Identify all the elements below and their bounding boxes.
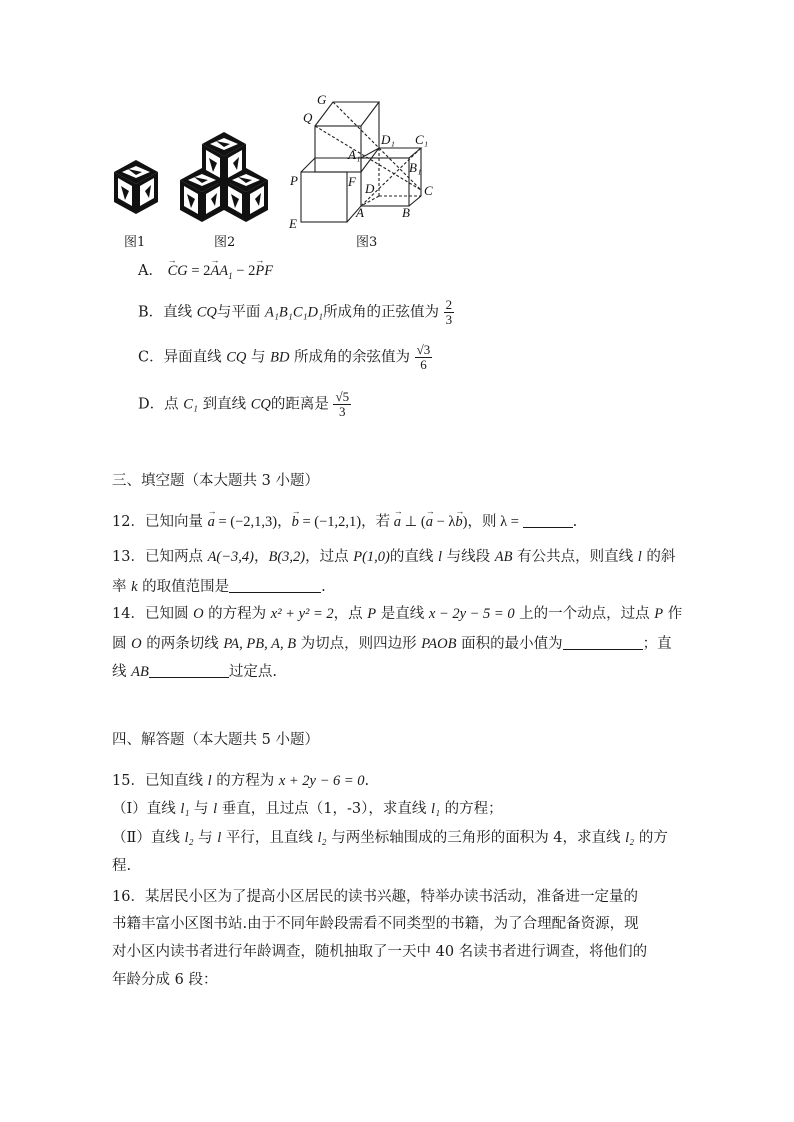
option-d-den: 3	[339, 404, 346, 419]
q14-l1c: ，点	[333, 606, 368, 622]
q12-minus: − λ	[432, 514, 456, 530]
label-G: G	[317, 92, 327, 107]
q12-prefix: 12．已知向量	[112, 514, 208, 530]
q13-l1c: 的直线	[389, 549, 438, 565]
option-b-fraction	[444, 298, 455, 327]
q15-l1-2: l₁	[431, 801, 441, 817]
q13-point-p: P(1,0)	[353, 549, 390, 565]
label-A1: A₁	[348, 147, 361, 162]
q12-end: .	[572, 514, 578, 530]
q13-end: .	[321, 579, 326, 595]
q14-circle-o-2: O	[131, 636, 142, 652]
q14-l1a: 14．已知圆	[112, 606, 194, 622]
q12-b-value: = (−1,2,1)，若	[298, 514, 394, 530]
option-d	[138, 390, 351, 419]
question-15-part-2-cont: 程.	[112, 858, 132, 874]
figure-2-cubes	[178, 130, 270, 224]
q12-answer-blank[interactable]	[523, 513, 573, 528]
q12-a-value: = (−2,1,3)，	[214, 514, 292, 530]
q13-point-b: B(3,2)	[268, 549, 306, 565]
label-F: F	[348, 174, 356, 189]
q12-vector-a-3: → a	[426, 512, 433, 532]
q14-point-p: P	[367, 606, 377, 622]
q14-answer-blank-1[interactable]	[563, 635, 643, 650]
q15-l2: l₂	[184, 830, 194, 846]
figure-3-wireframe	[285, 92, 445, 230]
q13-l2a: 率	[112, 579, 132, 595]
q15-l1b: 的方程为	[211, 773, 279, 789]
label-Q: Q	[303, 110, 313, 125]
q12-vector-a: → a	[208, 512, 215, 532]
option-c-num: √3	[416, 342, 431, 357]
q15-l1c: .	[364, 773, 370, 789]
label-B: B	[402, 205, 410, 220]
figure-3-caption: 图3	[356, 235, 378, 250]
option-b-plane: A₁B₁C₁D₁	[265, 304, 324, 321]
option-a-minus: − 2	[232, 263, 256, 279]
vector-aa1-sub: 1	[228, 270, 233, 281]
q13-line-l: l	[438, 549, 443, 565]
q14-circle-eq: x² + y² = 2	[270, 606, 334, 622]
q14-answer-blank-2[interactable]	[149, 663, 229, 678]
question-16-line-1: 16．某居民小区为了提高小区居民的读书兴趣，特举办读书活动，准备进一定量的	[112, 889, 638, 905]
option-c-bd: BD	[270, 349, 290, 366]
option-d-mid: 到直线	[197, 396, 251, 413]
q15-p2a: （Ⅱ）直线	[112, 830, 185, 846]
q15-line-eq: x + 2y − 6 = 0	[278, 773, 365, 789]
q14-l1e: 上的一个动点，过点	[514, 606, 655, 622]
label-D: D	[365, 181, 375, 196]
question-15-part-1	[112, 799, 503, 819]
question-13-line-1	[112, 547, 675, 567]
q14-l1d: 是直线	[376, 606, 429, 622]
option-a-label: A．	[138, 263, 163, 279]
label-C1: C₁	[415, 132, 429, 147]
option-c-tail: 所成角的余弦值为	[289, 349, 415, 366]
option-c-label: C．异面直线	[138, 349, 227, 366]
option-d-tail: 的距离是	[270, 396, 334, 413]
q13-sep: ，	[254, 549, 269, 565]
option-b-num: 2	[445, 297, 453, 312]
q12-condition: ⊥ (	[400, 514, 426, 530]
question-16-line-2: 书籍丰富小区图书站.由于不同年龄段需看不同类型的书籍，为了合理配备资源，现	[112, 916, 639, 932]
q14-l1b: 的方程为	[203, 606, 271, 622]
vector-cg: → CG	[168, 261, 188, 281]
q13-line-l-2: l	[637, 549, 642, 565]
q13-l1f: 的斜	[641, 549, 676, 565]
q14-l2e: ；直	[642, 636, 672, 652]
label-D1: D₁	[381, 132, 395, 147]
option-c-fraction	[415, 343, 433, 372]
q12-vector-b: → b	[292, 512, 299, 532]
q15-p2e: 的方	[634, 830, 668, 846]
q13-l1b: ，过点	[305, 549, 354, 565]
question-15-part-2	[112, 828, 668, 848]
q15-p1d: 的方程；	[440, 801, 503, 817]
q15-l2-2: l₂	[317, 830, 327, 846]
option-b-label: B．直线	[138, 304, 197, 321]
figure-1-cube	[112, 158, 160, 216]
q15-l-ref: l	[213, 801, 218, 817]
option-a-eq: = 2	[187, 263, 211, 279]
question-16-line-4: 年龄分成 6 段：	[112, 972, 218, 988]
q14-l2c: 为切点，则四边形	[296, 636, 422, 652]
section-4-title: 四、解答题（本大题共 5 小题）	[112, 732, 319, 748]
q15-p1a: （Ⅰ）直线	[112, 801, 181, 817]
label-A: A	[356, 205, 364, 220]
question-14-line-2	[112, 634, 672, 654]
q12-close: )，则 λ =	[462, 514, 523, 530]
q13-l1d: 与线段	[442, 549, 495, 565]
q15-l2-3: l₂	[625, 830, 635, 846]
label-P: P	[290, 173, 298, 188]
option-d-num: √5	[335, 389, 350, 404]
question-12	[112, 512, 577, 532]
q14-l3b: 过定点.	[228, 664, 277, 680]
q14-l3a: 线	[112, 664, 132, 680]
q13-l1a: 13．已知两点	[112, 549, 208, 565]
question-14-line-1	[112, 604, 682, 624]
q15-l1: l₁	[180, 801, 190, 817]
q14-l1f: 作	[663, 606, 683, 622]
q15-l1a: 15．已知直线	[112, 773, 208, 789]
option-b-mid: 与平面	[216, 304, 266, 321]
q13-answer-blank[interactable]	[229, 578, 321, 593]
option-a	[138, 261, 273, 286]
option-b-tail: 所成角的正弦值为	[323, 304, 444, 321]
option-b	[138, 298, 454, 327]
q13-k: k	[131, 579, 138, 595]
q14-l2d: 面积的最小值为	[456, 636, 563, 652]
option-d-label: D．点	[138, 396, 184, 413]
q15-line-l: l	[207, 773, 212, 789]
vector-pf: → PF	[255, 261, 273, 281]
q14-line-eq: x − 2y − 5 = 0	[428, 606, 515, 622]
label-B1: B₁	[409, 160, 422, 175]
q15-p1b: 与	[189, 801, 214, 817]
q13-point-a: A(−3,4)	[207, 549, 254, 565]
q15-p2b: 与	[193, 830, 218, 846]
q14-quad: PAOB	[421, 636, 457, 652]
section-3-title: 三、填空题（本大题共 3 小题）	[112, 473, 319, 489]
figure-2-caption: 图2	[214, 235, 236, 250]
q14-tangents: PA, PB, A, B	[223, 636, 297, 652]
option-c-den: 6	[420, 357, 427, 372]
q15-p2c: 平行，且直线	[221, 830, 318, 846]
figure-1-caption: 图1	[124, 235, 146, 250]
q14-point-p-2: P	[654, 606, 664, 622]
option-d-cq: CQ	[250, 396, 271, 413]
q13-l2b: 的取值范围是	[137, 579, 230, 595]
label-C: C	[424, 183, 433, 198]
q13-segment-ab: AB	[494, 549, 513, 565]
q14-circle-o: O	[193, 606, 204, 622]
option-b-cq: CQ	[196, 304, 217, 321]
label-E: E	[289, 216, 297, 231]
q15-l-ref-2: l	[217, 830, 222, 846]
q12-vector-b-2: → b	[455, 512, 462, 532]
q14-line-ab: AB	[131, 664, 149, 680]
q14-l2a: 圆	[112, 636, 132, 652]
vector-aa1: → AA	[210, 261, 228, 281]
option-c	[138, 343, 432, 372]
option-d-fraction	[333, 390, 351, 419]
q12-vector-a-2: → a	[394, 512, 401, 532]
question-13-line-2	[112, 577, 326, 597]
question-15-line-1	[112, 771, 369, 791]
q14-l2b: 的两条切线	[141, 636, 224, 652]
option-c-mid: 与	[246, 349, 271, 366]
q15-p1c: 垂直，且过点（1，-3），求直线	[217, 801, 431, 817]
question-16-line-3: 对小区内读书者进行年龄调查，随机抽取了一天中 40 名读书者进行调查，将他们的	[112, 944, 648, 960]
q15-p2d: 与两坐标轴围成的三角形的面积为 4，求直线	[326, 830, 626, 846]
question-14-line-3	[112, 662, 277, 682]
option-c-cq: CQ	[226, 349, 247, 366]
q13-l1e: 有公共点，则直线	[512, 549, 638, 565]
option-d-c1: C₁	[183, 396, 198, 413]
option-b-den: 3	[445, 312, 453, 327]
